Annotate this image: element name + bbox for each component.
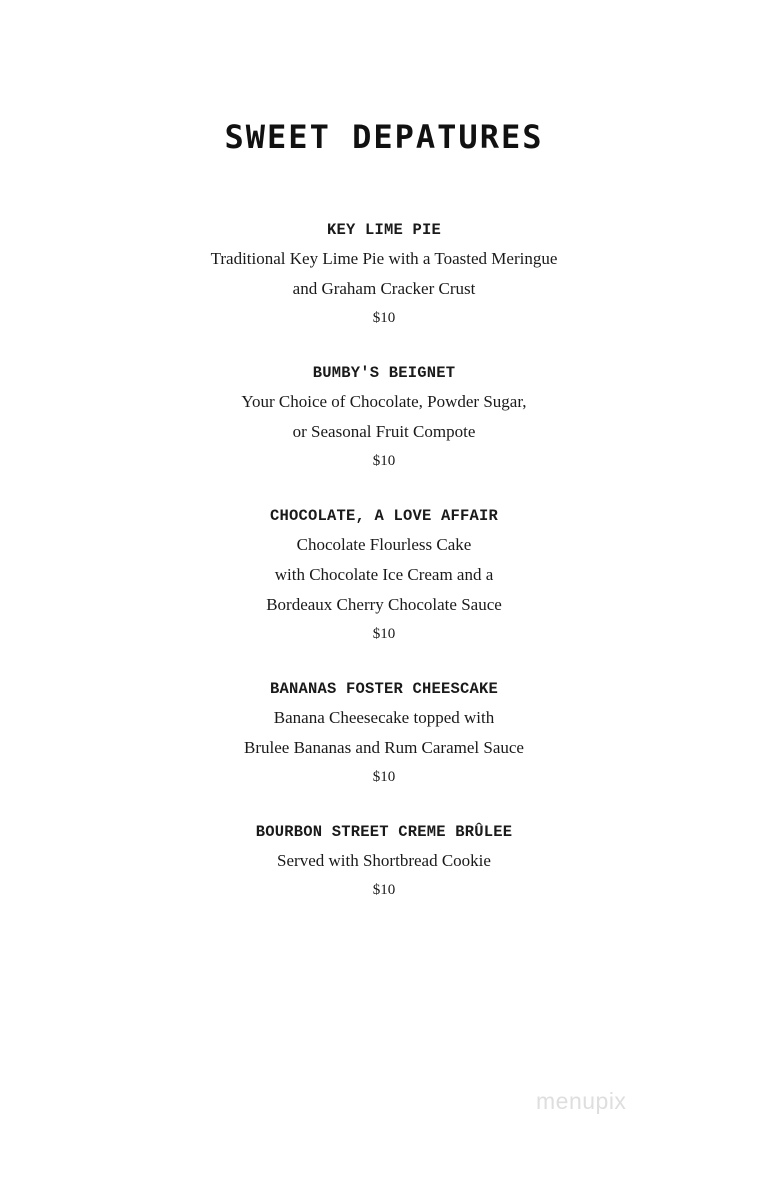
item-description-line: with Chocolate Ice Cream and a	[274, 565, 494, 584]
item-price: $10	[372, 882, 396, 898]
item-description-line: and Graham Cracker Crust	[292, 279, 476, 298]
item-description-line: Served with Shortbread Cookie	[277, 851, 491, 870]
item-price: $10	[372, 769, 396, 785]
menu-item-bananas-foster-cheescake	[0, 675, 768, 791]
item-price: $10	[372, 310, 396, 326]
menu-item-bourbon-street-creme-brulee	[0, 818, 768, 904]
item-description-line: Traditional Key Lime Pie with a Toasted Meringue	[210, 249, 558, 268]
item-name: KEY LIME PIE	[326, 221, 442, 239]
item-name: BUMBY'S BEIGNET	[312, 364, 456, 382]
item-price: $10	[372, 453, 396, 469]
item-description-line: Banana Cheesecake topped with	[273, 708, 495, 727]
watermark-logo: menupix	[536, 1088, 627, 1114]
item-description-line: or Seasonal Fruit Compote	[292, 422, 476, 441]
menu-title: SWEET DEPATURES	[224, 118, 544, 156]
item-description-line: Your Choice of Chocolate, Powder Sugar,	[241, 392, 527, 411]
menu-item-chocolate-love-affair	[0, 502, 768, 648]
item-description-line: Bordeaux Cherry Chocolate Sauce	[266, 595, 502, 614]
item-name: BOURBON STREET CREME BRÛLEE	[255, 823, 513, 841]
item-description-line: Brulee Bananas and Rum Caramel Sauce	[244, 738, 524, 757]
item-name: CHOCOLATE, A LOVE AFFAIR	[269, 507, 499, 525]
item-price: $10	[372, 626, 396, 642]
menu-item-key-lime-pie	[0, 216, 768, 332]
item-description-line: Chocolate Flourless Cake	[296, 535, 472, 554]
dessert-list	[0, 216, 768, 931]
item-name: BANANAS FOSTER CHEESCAKE	[269, 680, 499, 698]
menu-item-bumbys-beignet	[0, 359, 768, 475]
